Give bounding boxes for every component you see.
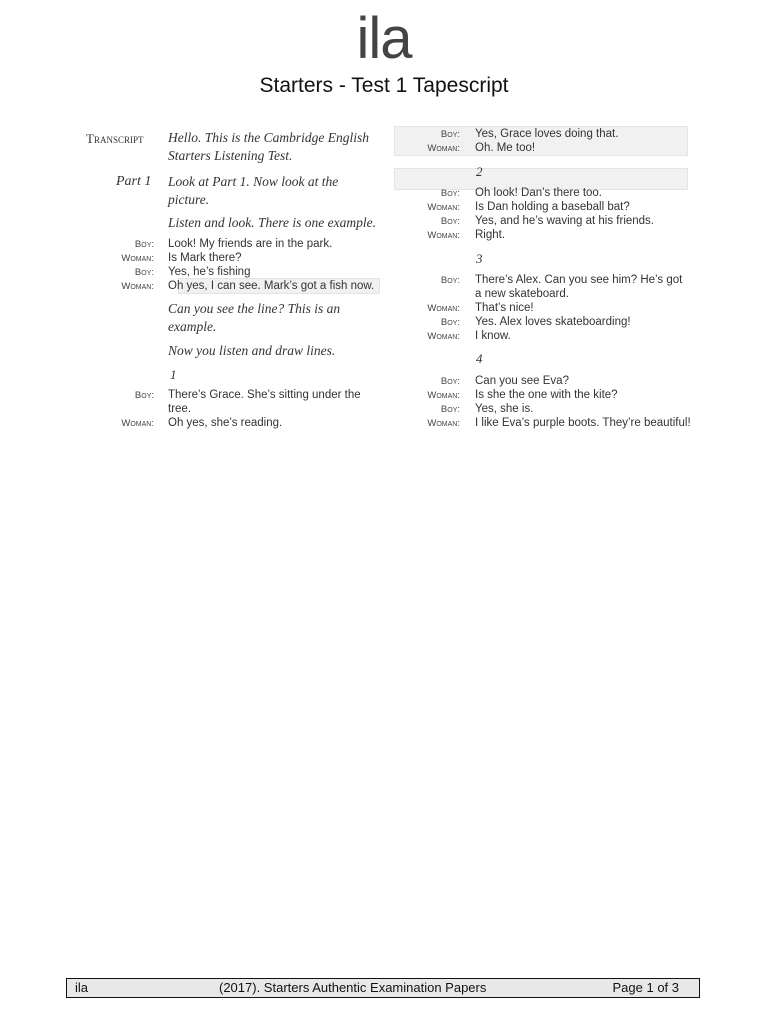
dialogue-line: Can you see Eva? — [475, 375, 569, 387]
speaker-label: Woman: — [427, 331, 460, 342]
dialogue-line: Right. — [475, 229, 506, 241]
dialogue-line: Is Mark there? — [168, 252, 242, 264]
dialogue-line: tree. — [168, 403, 192, 415]
dialogue-line: Yes. Alex loves skateboarding! — [475, 316, 631, 328]
speaker-label: Boy: — [134, 239, 154, 250]
speaker-label: Woman: — [427, 418, 460, 429]
speaker-label: Woman: — [121, 418, 154, 429]
speaker-label: Woman: — [121, 281, 154, 292]
speaker-label: Woman: — [427, 230, 460, 241]
speaker-label: Woman: — [121, 253, 154, 264]
speaker-label: Woman: — [427, 390, 460, 401]
dialogue-line: Look! My friends are in the park. — [168, 238, 333, 250]
speaker-label: Boy: — [134, 267, 154, 278]
speaker-label: Boy: — [440, 129, 460, 140]
question-number: 2 — [476, 164, 483, 179]
line-note: example. — [168, 319, 217, 334]
dialogue-line: Oh look! Dan’s there too. — [475, 187, 602, 199]
dialogue-line: Yes, he’s fishing — [168, 266, 251, 278]
dialogue-line: There’s Alex. Can you see him? He’s got — [475, 274, 683, 286]
dialogue-line: Oh yes, she’s reading. — [168, 417, 283, 429]
page-title: Starters - Test 1 Tapescript — [259, 74, 509, 97]
speaker-label: Boy: — [440, 376, 460, 387]
dialogue-line: Yes, and he’s waving at his friends. — [475, 215, 655, 227]
speaker-label: Woman: — [427, 303, 460, 314]
question-number: 3 — [476, 251, 483, 266]
intro-line: Hello. This is the Cambridge English — [168, 130, 370, 145]
part-label: Part 1 — [116, 174, 152, 189]
dialogue-line: That’s nice! — [475, 302, 534, 314]
dialogue-line: Is she the one with the kite? — [475, 389, 618, 401]
speaker-label: Boy: — [440, 317, 460, 328]
speaker-label: Woman: — [427, 202, 460, 213]
part-intro-line: picture. — [168, 192, 210, 207]
speaker-label: Boy: — [440, 216, 460, 227]
part-intro-line: Look at Part 1. Now look at the — [168, 174, 339, 189]
dialogue-line: a new skateboard. — [475, 288, 569, 300]
dialogue-line: Oh yes, I can see. Mark’s got a fish now. — [168, 280, 375, 292]
speaker-label: Boy: — [134, 390, 154, 401]
example-intro: Listen and look. There is one example. — [168, 215, 376, 230]
question-number: 1 — [170, 367, 177, 382]
dialogue-line: I know. — [475, 330, 511, 342]
dialogue-line: Yes, she is. — [475, 403, 534, 415]
transcript-label: Transcript — [86, 131, 144, 146]
speaker-label: Woman: — [427, 143, 460, 154]
footer-brand: ila — [75, 980, 89, 995]
dialogue-line: Oh. Me too! — [475, 142, 536, 154]
draw-note: Now you listen and draw lines. — [168, 343, 336, 358]
footer-source: (2017). Starters Authentic Examination Papers — [219, 980, 487, 995]
page-footer — [66, 978, 700, 998]
ila-logo: ila — [356, 6, 412, 71]
dialogue-line: Is Dan holding a baseball bat? — [475, 201, 630, 213]
dialogue-line: There’s Grace. She’s sitting under the — [168, 389, 361, 401]
intro-line: Starters Listening Test. — [168, 148, 293, 163]
speaker-label: Boy: — [440, 188, 460, 199]
dialogue-line: I like Eva’s purple boots. They’re beautiful! — [475, 417, 691, 429]
question-number: 4 — [476, 351, 483, 366]
dialogue-line: Yes, Grace loves doing that. — [475, 128, 619, 140]
scanned-transcript — [78, 118, 692, 443]
page-number: Page 1 of 3 — [612, 980, 679, 995]
speaker-label: Boy: — [440, 404, 460, 415]
speaker-label: Boy: — [440, 275, 460, 286]
line-note: Can you see the line? This is an — [168, 301, 341, 316]
